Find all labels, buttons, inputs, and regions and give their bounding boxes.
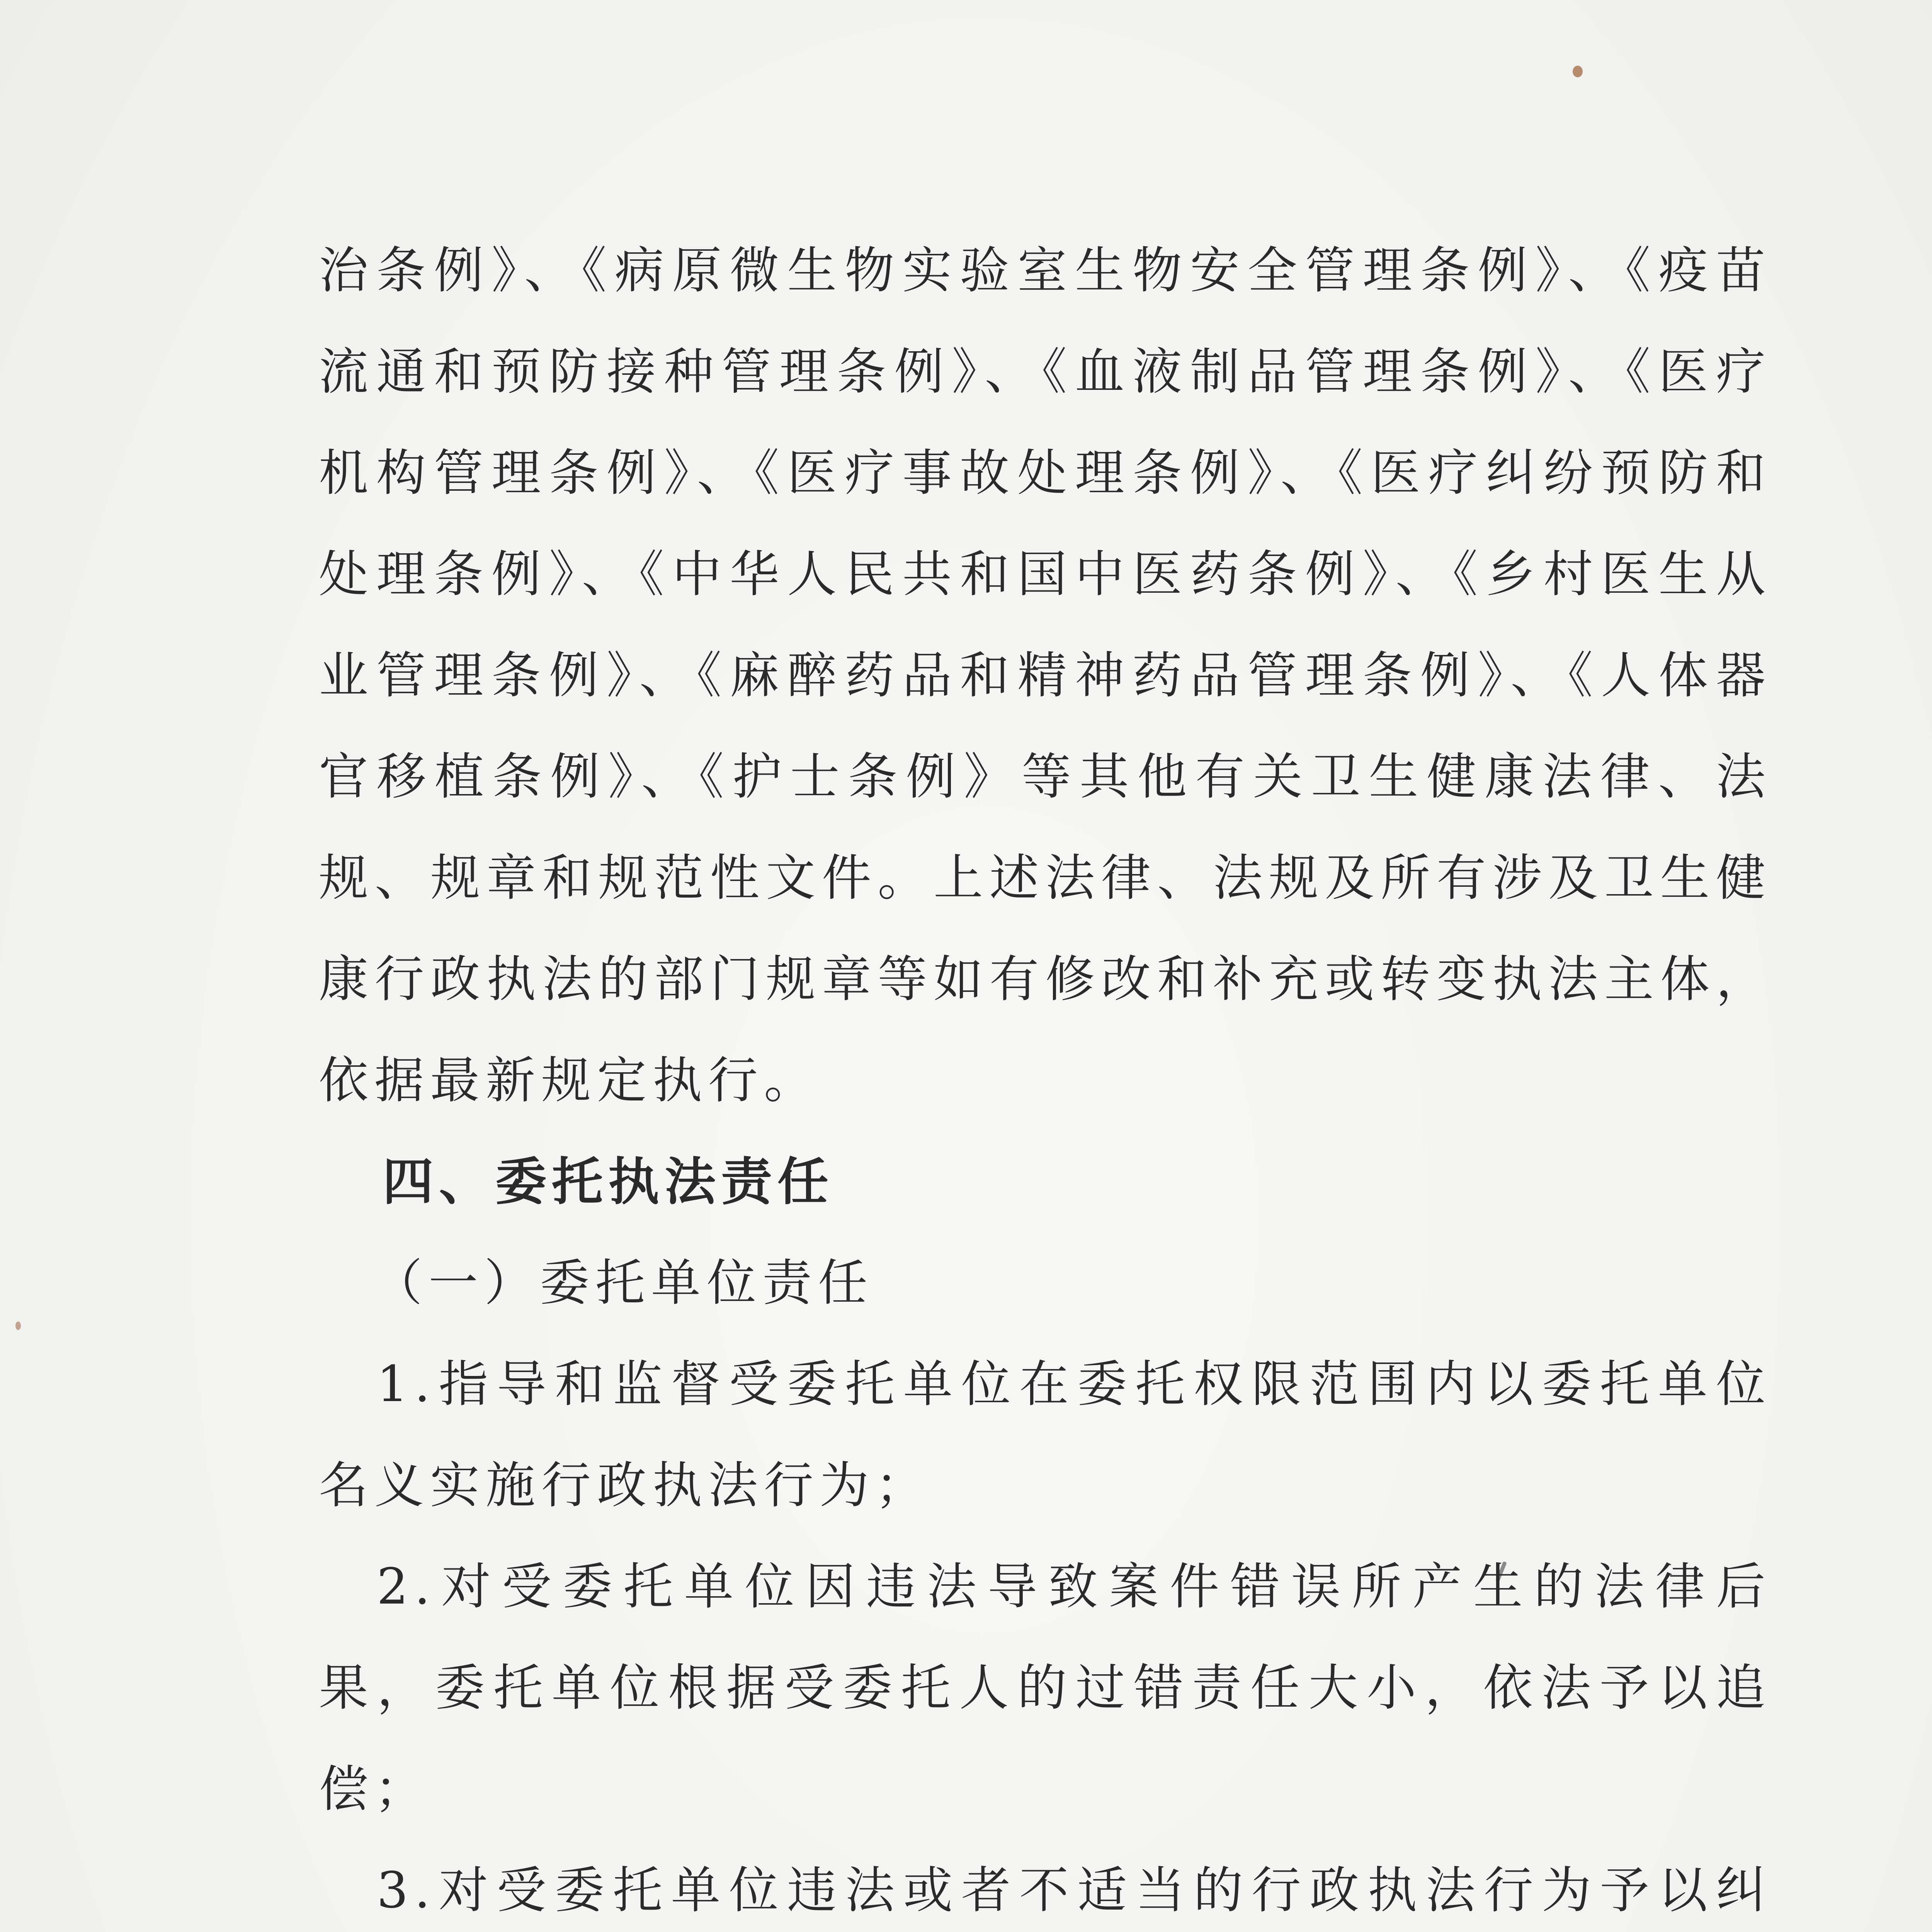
paper-speck	[1573, 66, 1583, 77]
paper-speck	[15, 1321, 21, 1330]
list-item: 2.对受委托单位因违法导致案件错误所产生的法律后果，委托单位根据受委托人的过错责任大小，依法予以追偿；	[319, 1558, 1772, 1818]
document-body	[319, 220, 1772, 1932]
list-item: 3.对受委托单位违法或者不适当的行政执法行为予以纠	[377, 1862, 1772, 1919]
list-item: 1.指导和监督受委托单位在委托权限范围内以委托单位名义实施行政执法行为；	[319, 1355, 1772, 1514]
subsection-heading: （一）委托单位责任	[373, 1254, 874, 1312]
section-heading: 四、委托执法责任	[383, 1152, 834, 1212]
paragraph-continuation: 治条例》、《病原微生物实验室生物安全管理条例》、《疫苗流通和预防接种管理条例》、《血液制品管理条例》、《医疗机构管理条例》、《医疗事故处理条例》、《医疗纠纷预防和处理条例》、《中华人民共和国中医药条例》、《乡村医生从业管理条例》、《麻醉药品和精神药品管理条例》、《人体器官移植条例》、《护士条例》等其他有关卫生健康法律、法规、规章和规范性文件。上述法律、法规及所有涉及卫生健康行政执法的部门规章等如有修改和补充或转变执法主体，依据最新规定执行。	[319, 242, 1772, 1109]
